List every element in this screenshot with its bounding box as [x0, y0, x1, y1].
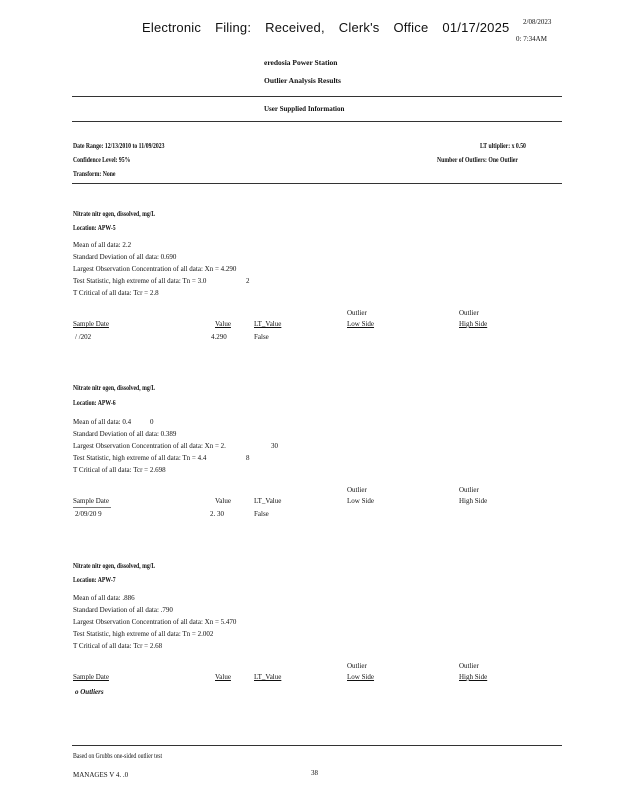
number-of-outliers: Number of Outliers: One Outlier [437, 156, 518, 164]
col-outlier-low-top: Outlier [347, 662, 367, 670]
col-outlier-low-top: Outlier [347, 309, 367, 317]
filing-word: Clerk's [338, 20, 380, 35]
col-outlier-high-top: Outlier [459, 662, 479, 670]
largest-observation: Largest Observation Concentration of all data: Xn = 2. [73, 442, 226, 450]
col-value: Value [215, 320, 231, 328]
row-sample-date: 2/09/20 9 [75, 510, 102, 518]
std-dev: Standard Deviation of all data: 0.690 [73, 253, 177, 261]
test-statistic-tail: 8 [246, 454, 250, 462]
software-version: MANAGES V 4. .0 [73, 771, 129, 779]
largest-observation: Largest Observation Concentration of all data: Xn = 5.470 [73, 618, 237, 626]
parameter-name: Nitrate nitr ogen, dissolved, mg/L [73, 210, 156, 218]
mean: Mean of all data: .886 [73, 594, 135, 602]
std-dev: Standard Deviation of all data: 0.389 [73, 430, 177, 438]
mean: Mean of all data: 2.2 [73, 241, 132, 249]
location: Location: APW-7 [73, 576, 116, 584]
col-outlier-low-top: Outlier [347, 486, 367, 494]
col-value: Value [215, 497, 231, 505]
t-critical: T Critical of all data: Tcr = 2.698 [73, 466, 166, 474]
col-lt-value: LT_Value [254, 673, 282, 681]
col-high-side: High Side [459, 320, 488, 328]
std-dev: Standard Deviation of all data: .790 [73, 606, 173, 614]
col-sample-date: Sample Date [73, 673, 109, 681]
row-lt-value: False [254, 333, 269, 341]
col-high-side: High Side [459, 497, 488, 505]
location: Location: APW-5 [73, 224, 116, 232]
row-lt-value: False [254, 510, 269, 518]
row-sample-date: / /202 [75, 333, 92, 341]
date-range: Date Range: 12/13/2010 to 11/09/2023 [73, 142, 165, 150]
filing-word: 01/17/2025 [442, 20, 510, 35]
location: Location: APW-6 [73, 399, 116, 407]
test-statistic: Test Statistic, high extreme of all data: Tn = 4.4 [73, 454, 207, 462]
t-critical: T Critical of all data: Tcr = 2.8 [73, 289, 159, 297]
row-value: 2. 30 [210, 510, 224, 518]
filing-word: Office [393, 20, 429, 35]
transform: Transform: None [73, 170, 116, 178]
col-value: Value [215, 673, 231, 681]
t-critical: T Critical of all data: Tcr = 2.68 [73, 642, 163, 650]
largest-observation-tail: 30 [271, 442, 278, 450]
divider [72, 96, 562, 97]
col-lt-value: LT_Value [254, 497, 282, 505]
filing-word: Electronic [142, 20, 202, 35]
footer-divider [72, 745, 562, 746]
col-high-side: High Side [459, 673, 488, 681]
filing-word: Received, [265, 20, 325, 35]
col-outlier-high-top: Outlier [459, 486, 479, 494]
col-lt-value: LT_Value [254, 320, 282, 328]
station-name: eredosia Power Station [264, 58, 338, 67]
mean-tail: 0 [150, 418, 154, 426]
test-statistic-tail: 2 [246, 277, 250, 285]
col-sample-date: Sample Date [73, 497, 109, 505]
mean: Mean of all data: 0.4 [73, 418, 132, 426]
parameter-name: Nitrate nitr ogen, dissolved, mg/L [73, 562, 156, 570]
parameter-name: Nitrate nitr ogen, dissolved, mg/L [73, 384, 156, 392]
col-low-side: Low Side [347, 320, 375, 328]
divider [72, 121, 562, 122]
confidence-level: Confidence Level: 95% [73, 156, 131, 164]
test-statistic: Test Statistic, high extreme of all data: Tn = 3.0 [73, 277, 207, 285]
page-number: 38 [311, 769, 318, 777]
test-statistic: Test Statistic, high extreme of all data: Tn = 2.002 [73, 630, 214, 638]
largest-observation: Largest Observation Concentration of all data: Xn = 4.290 [73, 265, 237, 273]
corner-date: 2/08/2023 [523, 18, 552, 26]
row-value: 4.290 [211, 333, 227, 341]
underline [73, 507, 111, 508]
lt-multiplier: LT ultiplier: x 0.50 [480, 142, 526, 150]
col-low-side: Low Side [347, 673, 375, 681]
filing-stamp [142, 20, 523, 35]
col-outlier-high-top: Outlier [459, 309, 479, 317]
col-low-side: Low Side [347, 497, 375, 505]
col-sample-date: Sample Date [73, 320, 109, 328]
corner-time: 0: 7:34AM [516, 35, 547, 43]
filing-word: Filing: [215, 20, 252, 35]
divider [72, 183, 562, 184]
no-outliers-note: o Outliers [75, 688, 104, 696]
section-title: User Supplied Information [264, 105, 345, 113]
report-title: Outlier Analysis Results [264, 76, 341, 85]
footer-note: Based on Grubbs one-sided outlier test [73, 752, 163, 760]
